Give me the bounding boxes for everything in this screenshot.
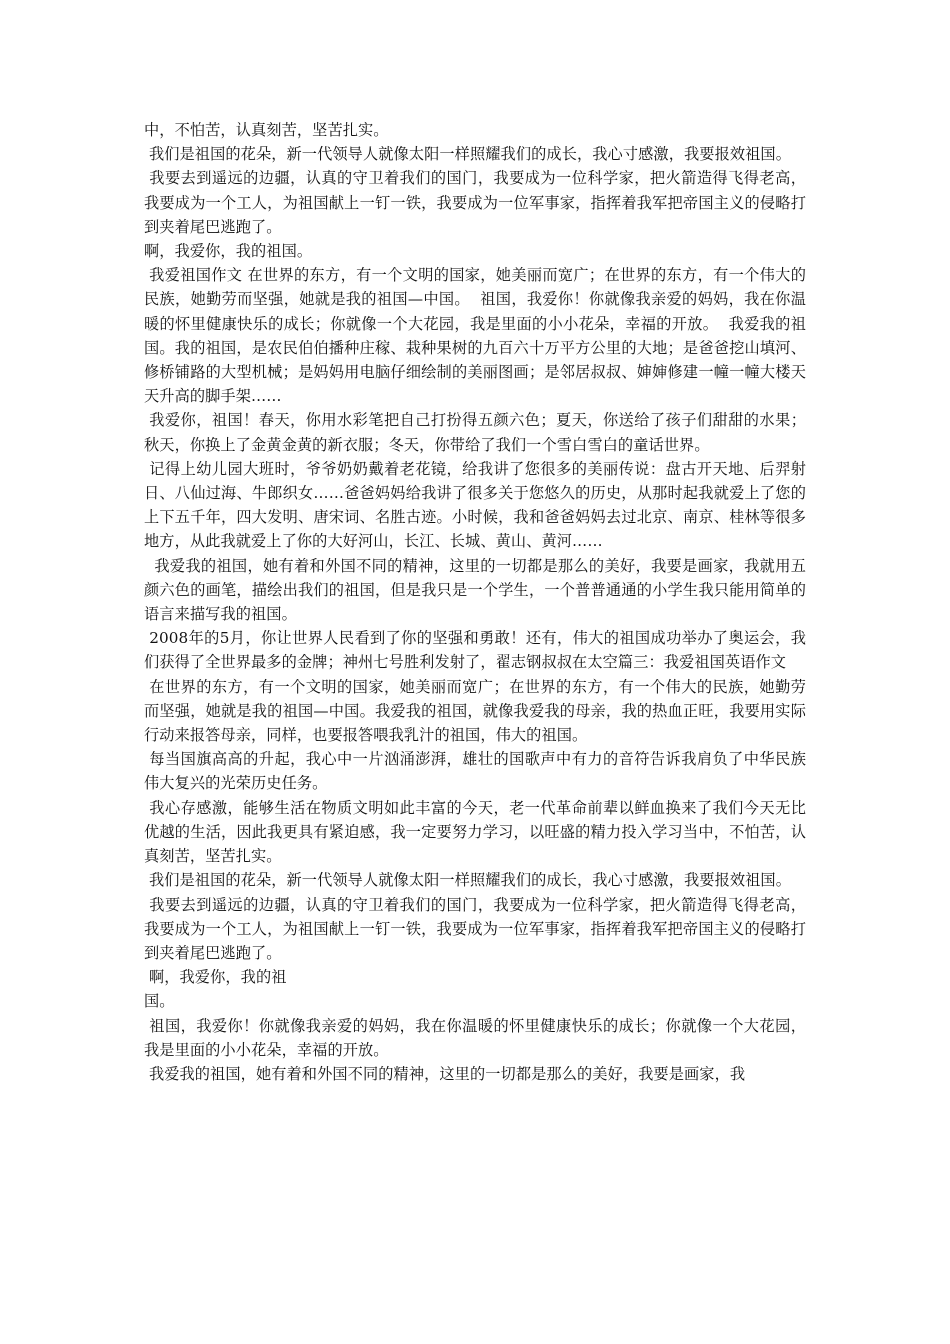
paragraph: 2008年的5月，你让世界人民看到了你的坚强和勇敢！还有，伟大的祖国成功举办了奥运会，我们获得了全世界最多的金牌；神州七号胜利发射了，翟志钢叔叔在太空篇三：我爱祖国英语作文	[144, 629, 806, 672]
paragraph: 我爱我的祖国，她有着和外国不同的精神，这里的一切都是那么的美好，我要是画家，我就用五颜六色的画笔，描绘出我们的祖国，但是我只是一个学生，一个普普通通的小学生我只能用简单的语言来描写我的祖国。	[144, 556, 806, 624]
paragraph: 我们是祖国的花朵，新一代领导人就像太阳一样照耀我们的成长，我心寸感激，我要报效祖国。	[144, 145, 792, 164]
paragraph: 每当国旗高高的升起，我心中一片汹涌澎湃，雄壮的国歌声中有力的音符告诉我肩负了中华民族伟大复兴的光荣历史任务。	[144, 750, 806, 793]
paragraph: 中，不怕苦，认真刻苦，坚苦扎实。	[144, 121, 389, 139]
document-body	[144, 118, 806, 1086]
paragraph: 我要去到遥远的边疆，认真的守卫着我们的国门，我要成为一位科学家，把火箭造得飞得老高，我要成为一个工人，为祖国献上一钉一铁，我要成为一位军事家，指挥着我军把帝国主义的侵略打到夹着尾巴逃跑了。	[144, 169, 806, 236]
paragraph: 我要去到遥远的边疆，认真的守卫着我们的国门，我要成为一位科学家，把火箭造得飞得老高，我要成为一个工人，为祖国献上一钉一铁，我要成为一位军事家，指挥着我军把帝国主义的侵略打到夹着尾巴逃跑了。	[144, 895, 806, 962]
paragraph: 我们是祖国的花朵，新一代领导人就像太阳一样照耀我们的成长，我心寸感激，我要报效祖国。	[144, 871, 792, 890]
paragraph: 记得上幼儿园大班时，爷爷奶奶戴着老花镜，给我讲了您很多的美丽传说：盘古开天地、后羿射日、八仙过海、牛郎织女……爸爸妈妈给我讲了很多关于您悠久的历史，从那时起我就爱上了您的上下五千年，四大发明、唐宋词、名胜古迹。小时候，我和爸爸妈妈去过北京、南京、桂林等很多地方，从此我就爱上了你的大好河山，长江、长城、黄山、黄河……	[144, 459, 806, 551]
paragraph: 啊，我爱你，我的祖	[144, 968, 287, 987]
paragraph: 我爱祖国作文 在世界的东方，有一个文明的国家，她美丽而宽广；在世界的东方，有一个伟大的民族，她勤劳而坚强，她就是我的祖国—中国。 祖国，我爱你！你就像我亲爱的妈妈，我在你温暖的怀里健康快乐的成长；你就像一个大花园，我是里面的小小花朵，幸福的开放。 我爱我的祖国。我的祖国，是农民伯伯播种庄稼、栽种果树的九百六十万平方公里的大地；是爸爸挖山填河、修桥铺路的大型机械；是妈妈用电脑仔细绘制的美丽图画；是邻居叔叔、婶婶修建一幢一幢大楼天天升高的脚手架……	[144, 266, 806, 406]
paragraph: 我心存感激，能够生活在物质文明如此丰富的今天，老一代革命前辈以鲜血换来了我们今天无比优越的生活，因此我更具有紧迫感，我一定要努力学习，以旺盛的精力投入学习当中，不怕苦，认真刻苦，坚苦扎实。	[144, 798, 806, 866]
paragraph: 我爱我的祖国，她有着和外国不同的精神，这里的一切都是那么的美好，我要是画家，我	[144, 1064, 746, 1083]
paragraph: 祖国，我爱你！你就像我亲爱的妈妈，我在你温暖的怀里健康快乐的成长；你就像一个大花园，我是里面的小小花朵，幸福的开放。	[144, 1016, 806, 1059]
paragraph: 啊，我爱你，我的祖国。	[144, 242, 313, 261]
paragraph: 国。	[144, 992, 175, 1011]
paragraph: 在世界的东方，有一个文明的国家，她美丽而宽广；在世界的东方，有一个伟大的民族，她勤劳而坚强，她就是我的祖国—中国。我爱我的祖国，就像我爱我的母亲，我的热血正旺，我要用实际行动来报答母亲，同样，也要报答喂我乳汁的祖国，伟大的祖国。	[144, 677, 806, 745]
paragraph: 我爱你，祖国！春天，你用水彩笔把自己打扮得五颜六色；夏天，你送给了孩子们甜甜的水果；秋天，你换上了金黄金黄的新衣服；冬天，你带给了我们一个雪白雪白的童话世界。	[144, 411, 806, 454]
